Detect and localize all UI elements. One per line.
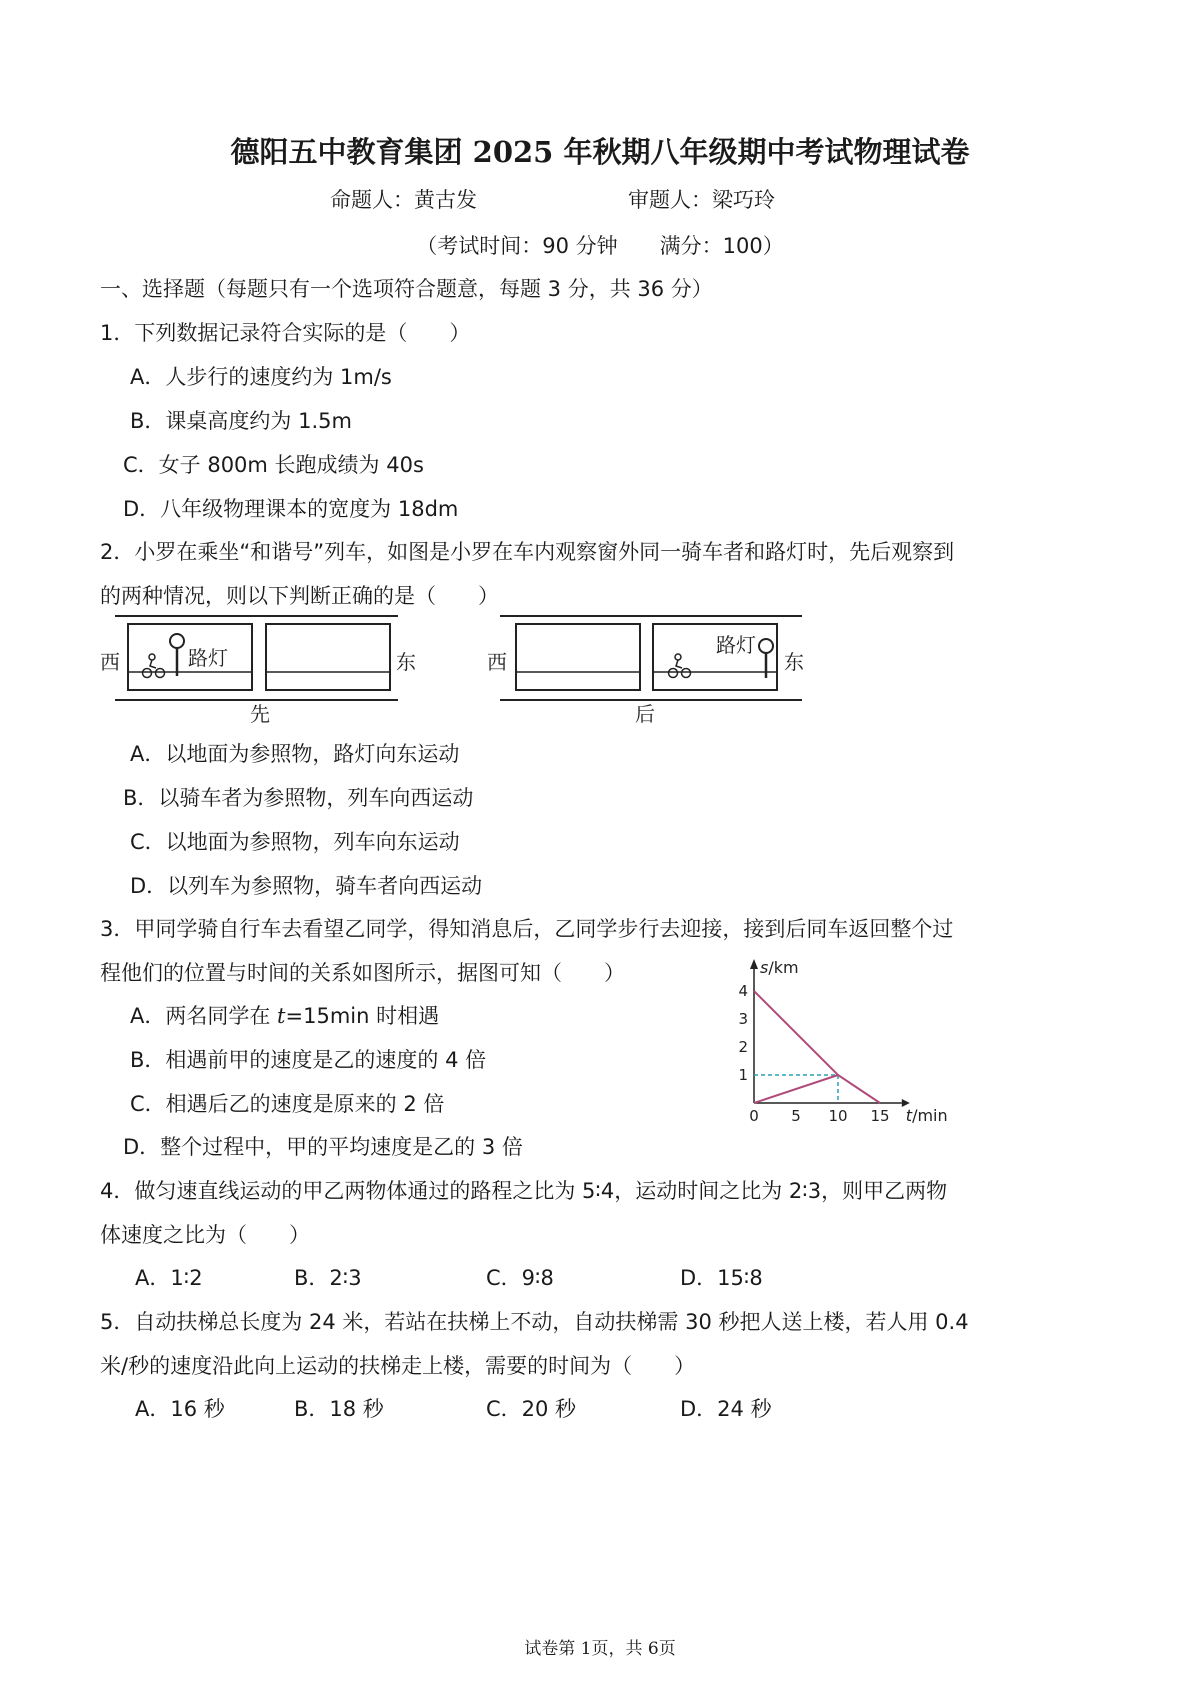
q4-stem-line1: 4．做匀速直线运动的甲乙两物体通过的路程之比为 5∶4，运动时间之比为 2∶3，则甲乙两物 xyxy=(100,1179,948,1203)
q3-option-a-post: =15min 时相遇 xyxy=(285,1004,440,1028)
section-heading: 一、选择题（每题只有一个选项符合题意，每题 3 分，共 36 分） xyxy=(100,277,713,301)
caption-first: 先 xyxy=(250,702,270,726)
q3-stem-line2: 程他们的位置与时间的关系如图所示，据图可知（ ） xyxy=(100,961,625,985)
scene-first xyxy=(100,616,416,726)
q4-stem-line2: 体速度之比为（ ） xyxy=(100,1223,310,1247)
q5-stem-line1: 5．自动扶梯总长度为 24 米，若站在扶梯上不动，自动扶梯需 30 秒把人送上楼，若人用 0.4 xyxy=(100,1310,969,1334)
series-line-1 xyxy=(754,1075,838,1103)
lamp-label: 路灯 xyxy=(716,633,756,657)
q2-stem-line2: 的两种情况，则以下判断正确的是（ ） xyxy=(100,584,499,608)
reviewer-label: 审题人：梁巧玲 xyxy=(628,188,775,212)
q3-stem-line1: 3．甲同学骑自行车去看望乙同学，得知消息后，乙同学步行去迎接，接到后同车返回整个过 xyxy=(100,917,954,941)
q2-stem-line1: 2．小罗在乘坐“和谐号”列车，如图是小罗在车内观察窗外同一骑车者和路灯时，先后观察到 xyxy=(100,540,955,564)
train-window-1 xyxy=(516,624,640,690)
y-axis-arrow-icon xyxy=(750,959,758,969)
east-label: 东 xyxy=(396,650,416,674)
x-tick-label: 5 xyxy=(791,1107,801,1125)
train-window-2 xyxy=(266,624,390,690)
west-label: 西 xyxy=(100,650,120,674)
scene-after xyxy=(487,616,804,726)
x-tick-label: 0 xyxy=(749,1107,759,1125)
q4-option-d: D．15∶8 xyxy=(680,1266,763,1290)
y-tick-label: 3 xyxy=(738,1010,748,1028)
q4-option-c: C．9∶8 xyxy=(486,1266,554,1290)
q5-option-c: C．20 秒 xyxy=(486,1397,577,1421)
q3-option-a xyxy=(130,1000,439,1030)
q1-option-c: C．女子 800m 长跑成绩为 40s xyxy=(123,453,424,477)
q2-option-b: B．以骑车者为参照物，列车向西运动 xyxy=(123,786,474,810)
cyclist-icon xyxy=(669,654,691,678)
q3-option-c: C．相遇后乙的速度是原来的 2 倍 xyxy=(130,1092,445,1116)
x-axis-label: t/min xyxy=(905,1106,948,1125)
q5-option-d: D．24 秒 xyxy=(680,1397,772,1421)
q5-option-a: A．16 秒 xyxy=(135,1397,225,1421)
q3-option-d: D．整个过程中，甲的平均速度是乙的 3 倍 xyxy=(123,1135,523,1159)
west-label: 西 xyxy=(487,650,507,674)
q2-option-c: C．以地面为参照物，列车向东运动 xyxy=(130,830,460,854)
y-axis-label: s/km xyxy=(760,958,799,977)
author-label: 命题人：黄古发 xyxy=(330,188,477,212)
street-lamp-icon xyxy=(170,634,184,648)
series-line-0 xyxy=(754,991,880,1103)
street-lamp-icon xyxy=(759,639,773,653)
y-tick-label: 4 xyxy=(738,982,748,1000)
q1-option-b: B．课桌高度约为 1.5m xyxy=(130,409,352,433)
q1-option-a: A．人步行的速度约为 1m/s xyxy=(130,365,392,389)
train-window-2 xyxy=(653,624,777,690)
y-tick-label: 1 xyxy=(738,1066,748,1084)
q3-option-a-pre: A．两名同学在 xyxy=(130,1004,278,1028)
q3-option-a-var: t xyxy=(277,1004,286,1028)
q2-option-a: A．以地面为参照物，路灯向东运动 xyxy=(130,742,460,766)
lamp-label: 路灯 xyxy=(188,646,228,670)
exam-info: （考试时间：90 分钟 满分：100） xyxy=(416,234,784,258)
q3-st-chart xyxy=(730,955,960,1135)
q5-option-b: B．18 秒 xyxy=(294,1397,384,1421)
q2-train-figure xyxy=(90,608,810,733)
east-label: 东 xyxy=(784,650,804,674)
q1-option-d: D．八年级物理课本的宽度为 18dm xyxy=(123,497,459,521)
q4-option-b: B．2∶3 xyxy=(294,1266,362,1290)
page-footer: 试卷第 1页，共 6页 xyxy=(524,1639,676,1659)
x-tick-label: 15 xyxy=(870,1107,890,1125)
x-tick-label: 10 xyxy=(828,1107,848,1125)
exam-title: 德阳五中教育集团 2025 年秋期八年级期中考试物理试卷 xyxy=(230,135,970,169)
q4-option-a: A．1∶2 xyxy=(135,1266,203,1290)
q5-stem-line2: 米/秒的速度沿此向上运动的扶梯走上楼，需要的时间为（ ） xyxy=(100,1354,696,1378)
y-tick-label: 2 xyxy=(738,1038,748,1056)
q3-option-b: B．相遇前甲的速度是乙的速度的 4 倍 xyxy=(130,1048,487,1072)
caption-after: 后 xyxy=(635,702,655,726)
cyclist-icon xyxy=(143,654,165,678)
q1-stem: 1．下列数据记录符合实际的是（ ） xyxy=(100,321,471,345)
q2-option-d: D．以列车为参照物，骑车者向西运动 xyxy=(130,874,483,898)
